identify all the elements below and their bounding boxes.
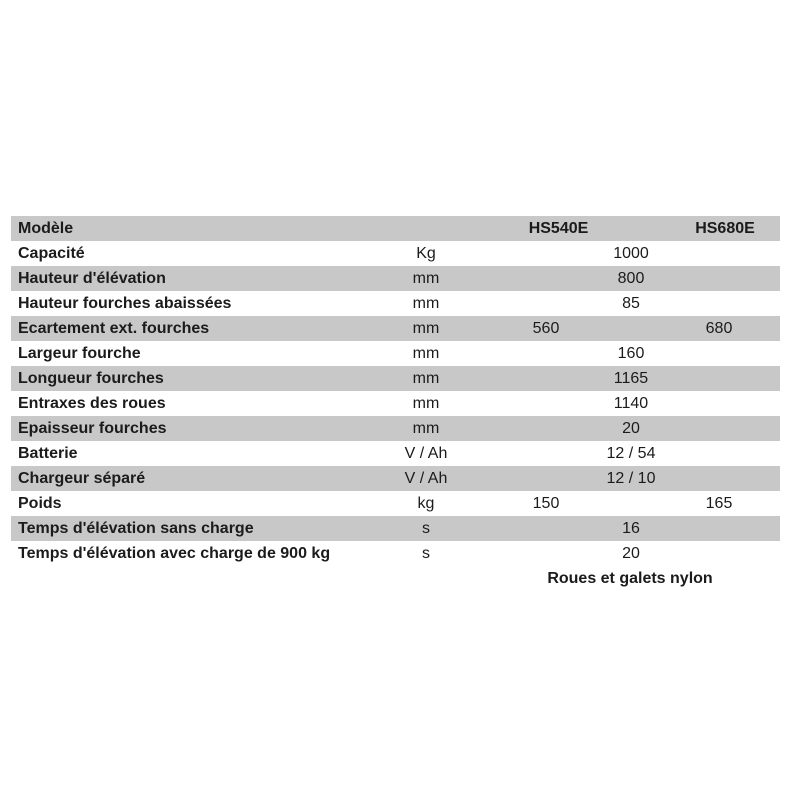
row-label: Epaisseur fourches	[18, 420, 167, 437]
row-value: 1165	[613, 370, 649, 387]
row-unit: mm	[412, 295, 440, 312]
table-row	[11, 441, 780, 466]
row-unit: kg	[417, 495, 435, 512]
table-row	[11, 341, 780, 366]
row-label: Ecartement ext. fourches	[18, 320, 210, 337]
row-unit: mm	[412, 345, 440, 362]
table-row	[11, 241, 780, 266]
row-unit: mm	[412, 395, 440, 412]
row-label: Largeur fourche	[18, 345, 141, 362]
row-label: Poids	[18, 495, 62, 512]
row-label: Temps d'élévation sans charge	[18, 520, 254, 537]
table-row	[11, 516, 780, 541]
row-label: Entraxes des roues	[18, 395, 166, 412]
row-unit: mm	[412, 320, 440, 337]
row-unit: V / Ah	[404, 470, 448, 487]
row-unit: s	[422, 545, 430, 562]
spec-table	[11, 216, 780, 566]
row-value: 1140	[613, 395, 649, 412]
row-value-hs680e: 680	[705, 320, 733, 337]
row-value: 16	[622, 520, 640, 537]
row-unit: mm	[412, 420, 440, 437]
row-label: Hauteur fourches abaissées	[18, 295, 232, 312]
table-row	[11, 366, 780, 391]
table-body	[11, 241, 780, 566]
footnote: Roues et galets nylon	[547, 570, 713, 587]
table-row	[11, 491, 780, 516]
header-label: Modèle	[18, 220, 74, 237]
table-row	[11, 416, 780, 441]
row-unit: V / Ah	[404, 445, 448, 462]
row-label: Capacité	[18, 245, 85, 262]
row-label: Batterie	[18, 445, 78, 462]
row-unit: mm	[412, 270, 440, 287]
header-model-hs680e: HS680E	[695, 220, 755, 237]
table-row	[11, 391, 780, 416]
header-model-hs540e: HS540E	[528, 220, 589, 237]
row-value: 12 / 10	[606, 470, 656, 487]
row-value: 800	[617, 270, 645, 287]
row-value-hs540e: 150	[532, 495, 560, 512]
row-unit: s	[422, 520, 430, 537]
table-row	[11, 316, 780, 341]
row-value: 1000	[613, 245, 649, 262]
row-value: 20	[622, 545, 640, 562]
table-row	[11, 291, 780, 316]
row-value: 12 / 54	[606, 445, 656, 462]
row-label: Longueur fourches	[18, 370, 164, 387]
row-value-hs680e: 165	[705, 495, 733, 512]
table-row	[11, 541, 780, 566]
row-label: Hauteur d'élévation	[18, 270, 166, 287]
table-header-row	[11, 216, 780, 241]
row-label: Temps d'élévation avec charge de 900 kg	[18, 545, 331, 562]
row-label: Chargeur séparé	[18, 470, 146, 487]
row-unit: mm	[412, 370, 440, 387]
row-value: 160	[617, 345, 645, 362]
table-row	[11, 266, 780, 291]
row-value-hs540e: 560	[532, 320, 560, 337]
row-value: 85	[622, 295, 640, 312]
row-unit: Kg	[416, 245, 436, 262]
row-value: 20	[622, 420, 640, 437]
table-row	[11, 466, 780, 491]
